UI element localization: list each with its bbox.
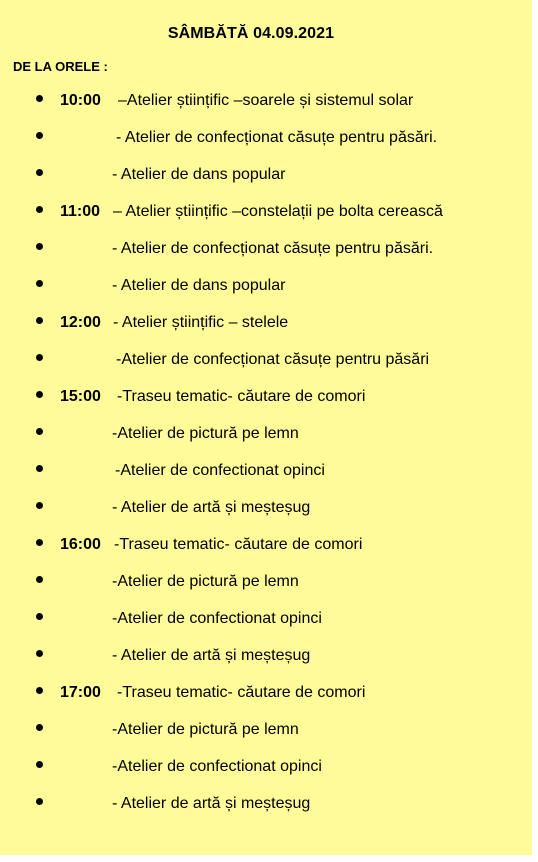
schedule-time: 17:00 <box>60 684 101 701</box>
schedule-item <box>0 349 532 386</box>
bullet-dot-icon <box>36 206 43 213</box>
schedule-activity: -Atelier de confecționat căsuțe pentru păsări <box>116 351 430 368</box>
schedule-item <box>0 534 532 571</box>
bullet-dot-icon <box>36 354 43 361</box>
schedule-item <box>0 386 532 423</box>
schedule-item <box>0 497 532 534</box>
bullet-dot-icon <box>36 650 43 657</box>
bullet-dot-icon <box>36 280 43 287</box>
schedule-activity: -Atelier de pictură pe lemn <box>112 425 299 442</box>
schedule-activity: -Atelier de pictură pe lemn <box>112 721 299 738</box>
schedule-time: 11:00 <box>60 203 101 220</box>
bullet-dot-icon <box>36 539 43 546</box>
schedule-activity: -Atelier de confectionat opinci <box>115 462 325 479</box>
bullet-dot-icon <box>36 428 43 435</box>
bullet-dot-icon <box>36 687 43 694</box>
schedule-item <box>0 756 532 793</box>
schedule-time: 15:00 <box>60 388 101 405</box>
schedule-activity: - Atelier de dans popular <box>112 277 286 294</box>
schedule-activity: - Atelier de confecționat căsuțe pentru păsări. <box>116 129 438 146</box>
bullet-dot-icon <box>36 502 43 509</box>
schedule-list <box>0 90 532 830</box>
schedule-time: 12:00 <box>60 314 101 331</box>
schedule-item <box>0 793 532 830</box>
schedule-time: 10:00 <box>60 92 101 109</box>
bullet-dot-icon <box>36 169 43 176</box>
schedule-item <box>0 719 532 756</box>
bullet-dot-icon <box>36 761 43 768</box>
schedule-time: 16:00 <box>60 536 101 553</box>
schedule-item <box>0 127 532 164</box>
bullet-dot-icon <box>36 798 43 805</box>
schedule-activity: –Atelier științific –soarele și sistemul solar <box>118 92 414 109</box>
schedule-activity: -Traseu tematic- căutare de comori <box>117 388 366 405</box>
page-title: SÂMBĂTĂ 04.09.2021 <box>167 25 335 42</box>
schedule-activity: -Atelier de pictură pe lemn <box>112 573 299 590</box>
schedule-item <box>0 571 532 608</box>
schedule-item <box>0 201 532 238</box>
schedule-activity: – Atelier științific –constelații pe bolta cerească <box>113 203 443 220</box>
bullet-dot-icon <box>36 465 43 472</box>
bullet-dot-icon <box>36 613 43 620</box>
schedule-activity: - Atelier de artă și meșteșug <box>112 499 311 516</box>
bullet-dot-icon <box>36 132 43 139</box>
schedule-item <box>0 275 532 312</box>
schedule-activity: -Atelier de confectionat opinci <box>112 610 322 627</box>
schedule-activity: - Atelier științific – stelele <box>113 314 289 331</box>
bullet-dot-icon <box>36 95 43 102</box>
schedule-item <box>0 164 532 201</box>
schedule-activity: - Atelier de dans popular <box>112 166 286 183</box>
schedule-item <box>0 645 532 682</box>
schedule-item <box>0 682 532 719</box>
schedule-activity: - Atelier de artă și meșteșug <box>112 795 311 812</box>
schedule-activity: - Atelier de confecționat căsuțe pentru păsări. <box>112 240 434 257</box>
schedule-activity: -Traseu tematic- căutare de comori <box>114 536 363 553</box>
schedule-item <box>0 90 532 127</box>
schedule-item <box>0 608 532 645</box>
schedule-item <box>0 238 532 275</box>
schedule-item <box>0 423 532 460</box>
bullet-dot-icon <box>36 391 43 398</box>
schedule-activity: -Atelier de confectionat opinci <box>112 758 322 775</box>
bullet-dot-icon <box>36 724 43 731</box>
bullet-dot-icon <box>36 243 43 250</box>
schedule-item <box>0 460 532 497</box>
bullet-dot-icon <box>36 576 43 583</box>
schedule-activity: -Traseu tematic- căutare de comori <box>117 684 366 701</box>
schedule-activity: - Atelier de artă și meșteșug <box>112 647 311 664</box>
schedule-subtitle: DE LA ORELE : <box>13 59 108 74</box>
bullet-dot-icon <box>36 317 43 324</box>
schedule-item <box>0 312 532 349</box>
